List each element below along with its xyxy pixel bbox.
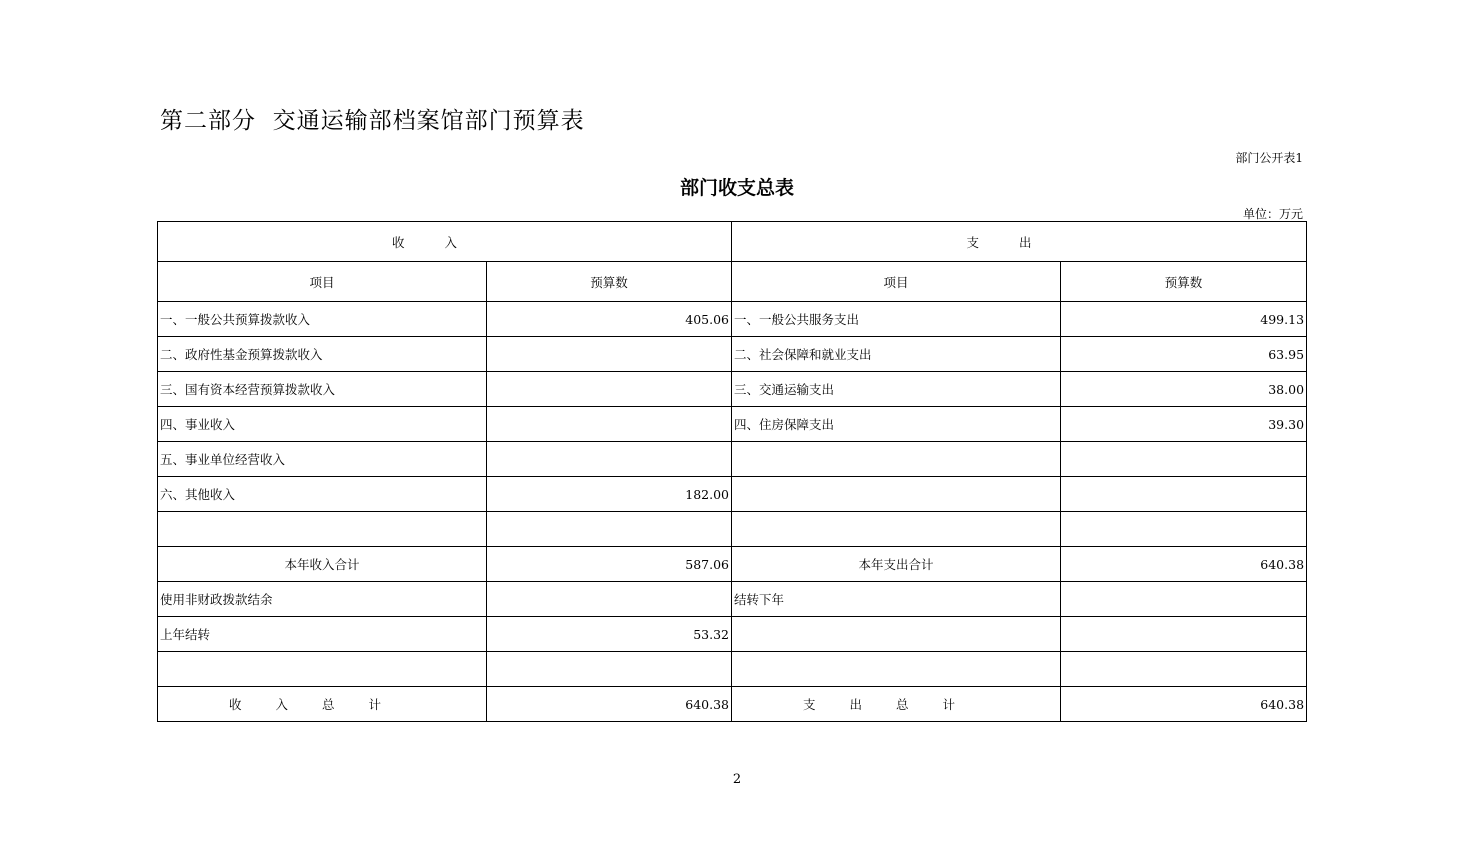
table-row (158, 407, 1307, 442)
income-header: 收入 (158, 222, 732, 262)
expense-item (732, 442, 1061, 477)
expense-value (1061, 617, 1307, 652)
income-item: 五、事业单位经营收入 (158, 442, 487, 477)
expense-item (732, 512, 1061, 547)
total-row (158, 687, 1307, 722)
income-item: 四、事业收入 (158, 407, 487, 442)
income-value: 182.00 (487, 477, 732, 512)
income-value (487, 652, 732, 687)
expense-value (1061, 582, 1307, 617)
income-item: 上年结转 (158, 617, 487, 652)
table-row (158, 302, 1307, 337)
income-total-label: 收入总计 (158, 687, 487, 722)
income-total-value: 640.38 (487, 687, 732, 722)
income-value (487, 337, 732, 372)
table-row (158, 372, 1307, 407)
income-subtotal-label: 本年收入合计 (158, 547, 487, 582)
income-item: 六、其他收入 (158, 477, 487, 512)
income-item (158, 652, 487, 687)
income-value (487, 512, 732, 547)
expense-subtotal-label: 本年支出合计 (732, 547, 1061, 582)
table-subheader-row (158, 262, 1307, 302)
expense-subtotal-value: 640.38 (1061, 547, 1307, 582)
expense-value (1061, 477, 1307, 512)
expense-value: 63.95 (1061, 337, 1307, 372)
expense-value (1061, 652, 1307, 687)
expense-budget-header: 预算数 (1061, 262, 1307, 302)
expense-item: 三、交通运输支出 (732, 372, 1061, 407)
budget-table (157, 221, 1307, 722)
table-row (158, 442, 1307, 477)
page-number: 2 (732, 772, 742, 787)
expense-item: 一、一般公共服务支出 (732, 302, 1061, 337)
document-title: 第二部分 交通运输部档案馆部门预算表 (160, 108, 585, 134)
expense-value: 38.00 (1061, 372, 1307, 407)
table-row (158, 582, 1307, 617)
table-row (158, 617, 1307, 652)
expense-total-label: 支出总计 (732, 687, 1061, 722)
expense-item (732, 652, 1061, 687)
table-row (158, 512, 1307, 547)
income-item: 三、国有资本经营预算拨款收入 (158, 372, 487, 407)
income-item: 一、一般公共预算拨款收入 (158, 302, 487, 337)
income-value: 53.32 (487, 617, 732, 652)
expense-item: 结转下年 (732, 582, 1061, 617)
income-value (487, 372, 732, 407)
income-item-header: 项目 (158, 262, 487, 302)
expense-item: 四、住房保障支出 (732, 407, 1061, 442)
income-value (487, 442, 732, 477)
expense-value (1061, 442, 1307, 477)
table-row (158, 652, 1307, 687)
table-title: 部门收支总表 (679, 177, 794, 199)
table-code: 部门公开表1 (1235, 151, 1303, 165)
income-value (487, 407, 732, 442)
expense-item (732, 617, 1061, 652)
income-subtotal-value: 587.06 (487, 547, 732, 582)
income-item: 二、政府性基金预算拨款收入 (158, 337, 487, 372)
table-row (158, 337, 1307, 372)
table-header-row (158, 222, 1307, 262)
unit-label: 单位：万元 (1242, 207, 1303, 221)
table-row (158, 477, 1307, 512)
expense-value: 39.30 (1061, 407, 1307, 442)
expense-item (732, 477, 1061, 512)
income-value: 405.06 (487, 302, 732, 337)
expense-value (1061, 512, 1307, 547)
income-value (487, 582, 732, 617)
expense-header: 支出 (732, 222, 1307, 262)
expense-item-header: 项目 (732, 262, 1061, 302)
expense-item: 二、社会保障和就业支出 (732, 337, 1061, 372)
expense-total-value: 640.38 (1061, 687, 1307, 722)
income-item (158, 512, 487, 547)
income-item: 使用非财政拨款结余 (158, 582, 487, 617)
income-budget-header: 预算数 (487, 262, 732, 302)
expense-value: 499.13 (1061, 302, 1307, 337)
subtotal-row (158, 547, 1307, 582)
